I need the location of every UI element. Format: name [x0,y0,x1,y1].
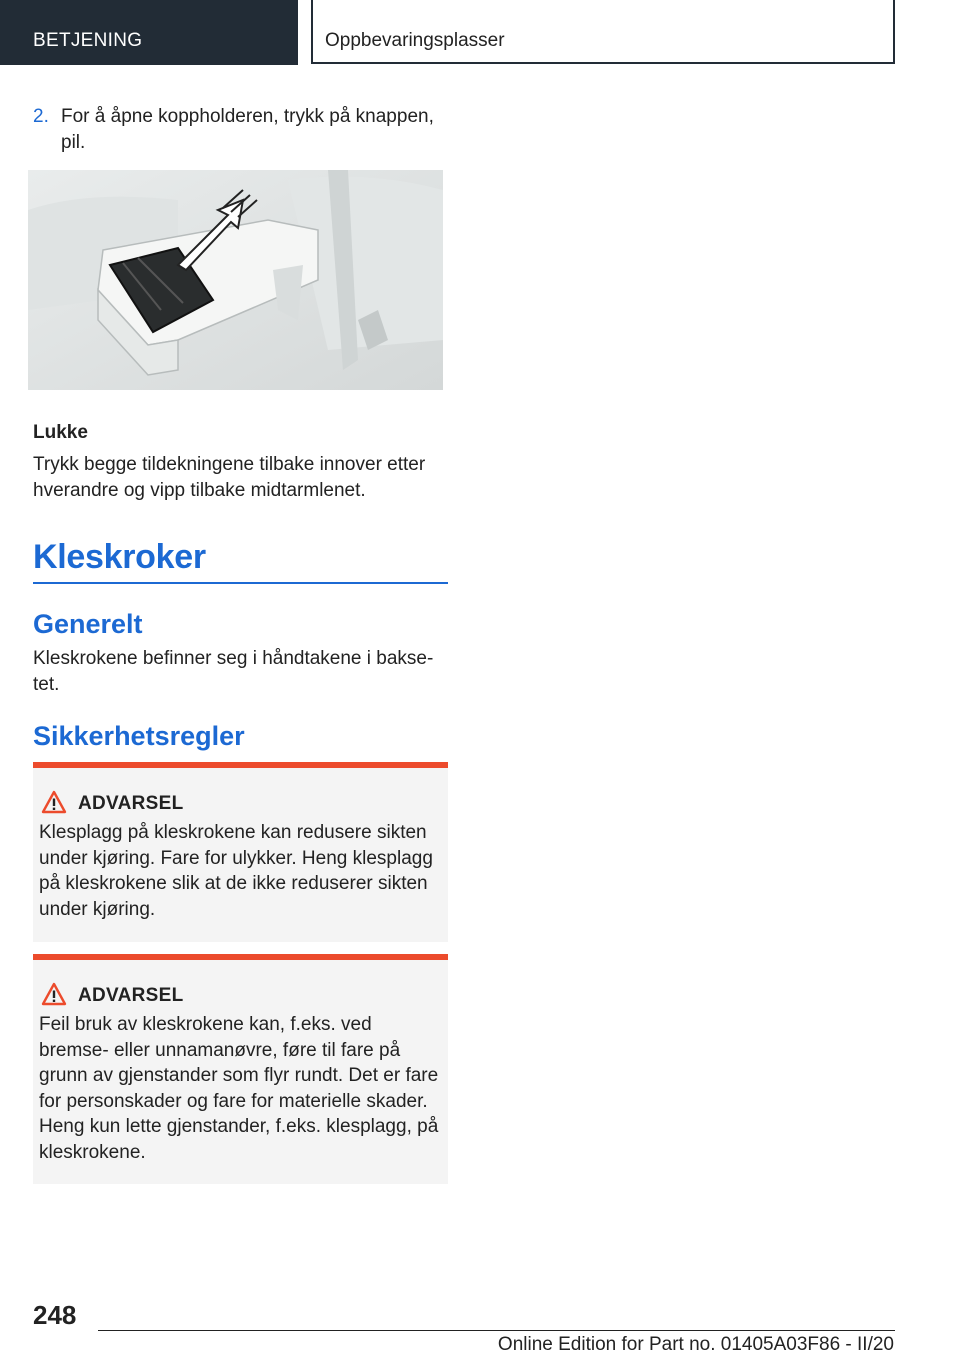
header-chapter-box [311,0,895,64]
warning-box-1 [33,762,448,942]
section-title: Kleskroker [33,538,206,576]
footer-edition: Online Edition for Part no. 01405A03F86 - II/20 [497,1334,894,1355]
warning-label: ADVARSEL [78,985,184,1006]
page-number: 248 [33,1300,77,1330]
footer-rule [98,1330,895,1331]
warning-triangle-icon [41,982,67,1006]
step-item [33,104,448,156]
warning-bar [33,762,448,768]
step-text: For å åpne koppholderen, trykk på knappen, pil. [61,106,434,153]
general-text: Kleskrokene befinner seg i håndtakene i bakse-tet. [33,648,434,695]
warning-label: ADVARSEL [78,793,184,814]
warning-box-2 [33,954,448,1184]
header-chapter-label: Oppbevaringsplasser [325,30,505,51]
header-section-tab [0,0,298,65]
general-heading: Generelt [33,609,143,639]
section-title-rule [33,582,448,584]
safety-heading: Sikkerhetsregler [33,721,245,751]
warning-text: Klesplagg på kleskrokene kan redusere sikten under kjøring. Fare for ulykker. Heng klesplagg på kleskrokene slik at de ikke reduserer sikten under kjøring. [39,822,433,920]
header-section-label: BETJENING [33,30,143,51]
armrest-cupholder-illustration [28,170,443,390]
closing-title: Lukke [33,422,88,443]
step-number: 2. [33,106,49,127]
closing-text: Trykk begge tildekningene tilbake innover etter hverandre og vipp tilbake midtarmlenet. [33,454,426,501]
warning-bar [33,954,448,960]
warning-triangle-icon [41,790,67,814]
warning-text: Feil bruk av kleskrokene kan, f.eks. ved bremse- eller unnamanøvre, føre til fare på grunn av gjenstander som flyr rundt. Det er fare for personskader og fare for materielle skader. Heng kun lette gjenstander, f.eks. klesplagg, på kleskrokene. [39,1014,439,1163]
